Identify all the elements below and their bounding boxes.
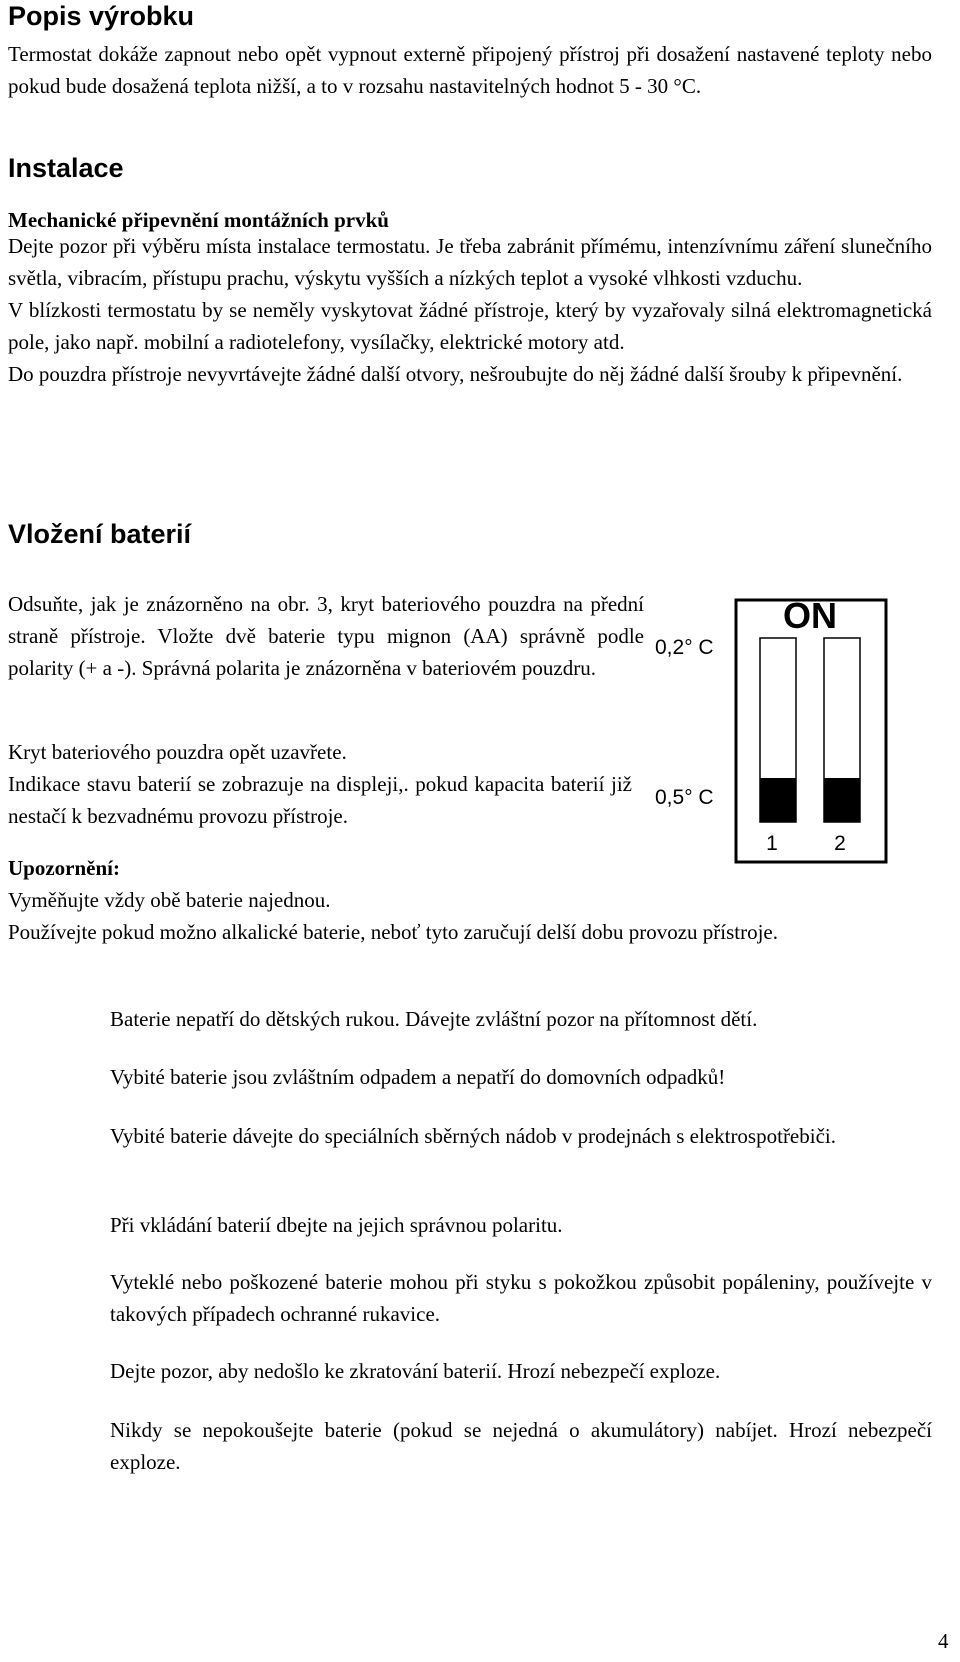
battery-insert-paragraph bbox=[8, 588, 644, 684]
dip-switch-2-knob[interactable] bbox=[824, 778, 860, 822]
battery-close-line-1: Kryt bateriového pouzdra opět uzavřete. bbox=[8, 740, 347, 764]
description-text: Termostat dokáže zapnout nebo opět vypnout externě připojený přístroj při dosažení nastavené teploty nebo pokud bude dosažená teplota nižší, a to v rozsahu nastavitelných hodnot 5 - 30 °C. bbox=[8, 42, 932, 98]
dip-label-bottom: 0,5° C bbox=[655, 786, 714, 809]
description-paragraph bbox=[8, 38, 932, 102]
dip-label-top: 0,2° C bbox=[655, 636, 714, 659]
note-item: Při vkládání baterií dbejte na jejich správnou polaritu. bbox=[110, 1213, 563, 1237]
battery-insert-text: Odsuňte, jak je znázorněno na obr. 3, kryt bateriového pouzdra na přední straně přístroje. Vložte dvě baterie typu mignon (AA) správně podle polarity (+ a -). Správná polarita je znázorněna v bateriovém pouzdru. bbox=[8, 592, 644, 680]
dip-switch-number-1: 1 bbox=[766, 832, 778, 855]
warning-line-1: Vyměňujte vždy obě baterie najednou. bbox=[8, 888, 331, 912]
installation-paragraph-3: Do pouzdra přístroje nevyvrtávejte žádné další otvory, nešroubujte do něj žádné další šrouby k připevnění. bbox=[8, 362, 903, 386]
section-title-instalace: Instalace bbox=[8, 153, 124, 183]
note-item: Dejte pozor, aby nedošlo ke zkratování baterií. Hrozí nebezpečí exploze. bbox=[110, 1359, 721, 1383]
dip-switch-body bbox=[736, 600, 886, 862]
installation-paragraph-1: Dejte pozor při výběru místa instalace termostatu. Je třeba zabránit přímému, intenzívnímu záření slunečního světla, vibracím, přístupu prachu, výskytu vyšších a nízkých teplot a vysoké vlhkosti vzduchu. bbox=[8, 234, 932, 290]
dip-switch-number-2: 2 bbox=[834, 832, 846, 855]
note-item: Vyteklé nebo poškozené baterie mohou při styku s pokožkou způsobit popáleniny, používejte v takových případech ochranné rukavice. bbox=[110, 1270, 932, 1326]
warning-line-2: Používejte pokud možno alkalické baterie, neboť tyto zaručují delší dobu provozu přístroje. bbox=[8, 920, 779, 944]
warning-block bbox=[8, 852, 932, 948]
note-item: Nikdy se nepokoušejte baterie (pokud se nejedná o akumulátory) nabíjet. Hrozí nebezpečí exploze. bbox=[110, 1418, 932, 1474]
section-title-baterie: Vložení baterií bbox=[8, 519, 192, 549]
dip-on-label: ON bbox=[783, 595, 837, 636]
installation-text bbox=[8, 230, 932, 390]
dip-switch-1-knob[interactable] bbox=[760, 778, 796, 822]
note-item: Vybité baterie dávejte do speciálních sběrných nádob v prodejnách s elektrospotřebiči. bbox=[110, 1124, 836, 1148]
warning-title: Upozornění: bbox=[8, 856, 120, 880]
installation-paragraph-2: V blízkosti termostatu by se neměly vyskytovat žádné přístroje, který by vyzařovaly silná elektromagnetická pole, jako např. mobilní a radiotelefony, vysílačky, elektrické motory atd. bbox=[8, 298, 932, 354]
section-title-popis: Popis výrobku bbox=[8, 1, 195, 31]
page-number: 4 bbox=[938, 1629, 949, 1653]
battery-close-line-2: Indikace stavu baterií se zobrazuje na displeji,. pokud kapacita baterií již nestačí k bezvadnému provozu přístroje. bbox=[8, 772, 632, 828]
note-item: Vybité baterie jsou zvláštním odpadem a nepatří do domovních odpadků! bbox=[110, 1065, 726, 1089]
section-subtitle-mechanical: Mechanické připevnění montážních prvků bbox=[8, 208, 389, 232]
battery-close-paragraph bbox=[8, 736, 632, 832]
note-item: Baterie nepatří do dětských rukou. Dávejte zvláštní pozor na přítomnost dětí. bbox=[110, 1007, 758, 1031]
